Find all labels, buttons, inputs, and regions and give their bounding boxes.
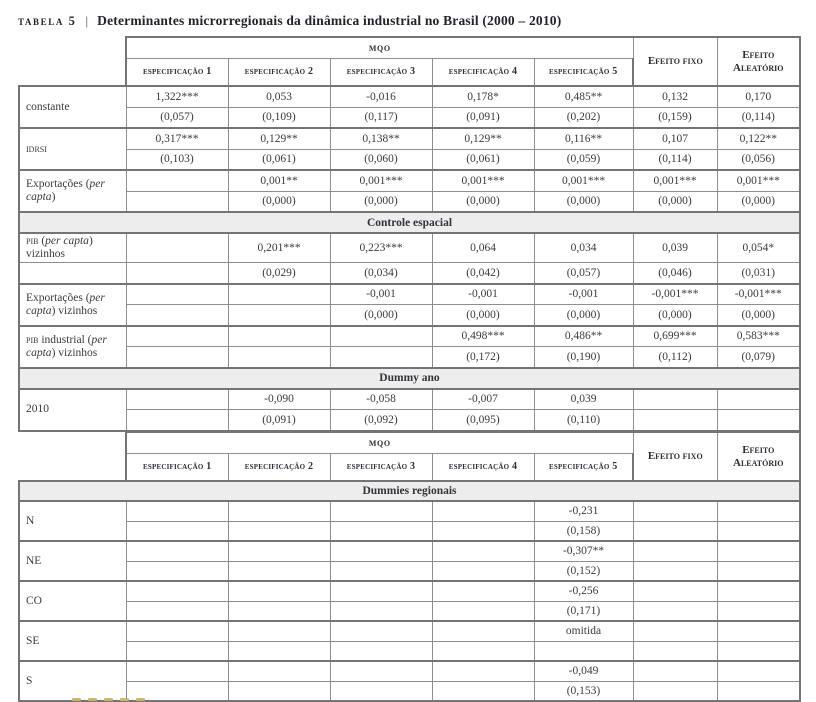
label-text: ( <box>38 235 46 247</box>
empty-cell <box>330 561 432 581</box>
header-spec-5: especificação 5 <box>534 58 633 86</box>
cell: -0,256 <box>534 581 633 601</box>
cell: 0,054* <box>717 233 800 263</box>
empty-cell <box>126 389 228 410</box>
row-CO-se <box>19 601 800 621</box>
cell: 0,001** <box>228 170 330 191</box>
header-spec-1: especificação 1 <box>126 58 228 86</box>
cell: (0,152) <box>534 561 633 581</box>
label-text: Exportações ( <box>26 178 90 190</box>
label-text: CO <box>26 594 42 607</box>
cell: 0,034 <box>534 233 633 263</box>
row-exportacoes-vizinhos-se <box>19 305 800 326</box>
cell: (0,000) <box>432 191 534 212</box>
cell: (0,092) <box>330 410 432 431</box>
header-mqo: mqo <box>126 37 633 58</box>
empty-cell <box>228 305 330 326</box>
cell: 1,322*** <box>126 86 228 107</box>
header-spec-2: especificação 2 <box>228 58 330 86</box>
section-row-controle-espacial <box>19 212 800 233</box>
empty-cell <box>126 541 228 561</box>
empty-cell <box>126 410 228 431</box>
empty-cell <box>633 661 717 681</box>
empty-cell <box>432 661 534 681</box>
empty-cell <box>228 561 330 581</box>
cell: 0,039 <box>633 233 717 263</box>
cell: 0,583*** <box>717 326 800 347</box>
empty-cell <box>330 681 432 701</box>
cell: 0,201*** <box>228 233 330 263</box>
row-NE-se <box>19 561 800 581</box>
cell: (0,095) <box>432 410 534 431</box>
cell: (0,110) <box>534 410 633 431</box>
empty-cell <box>126 661 228 681</box>
cell: 0,001*** <box>432 170 534 191</box>
cell: (0,042) <box>432 263 534 284</box>
label-text: S <box>26 674 33 687</box>
empty-cell <box>717 621 800 641</box>
empty-cell <box>717 521 800 541</box>
empty-cell <box>228 347 330 368</box>
label-text: constante <box>26 100 70 113</box>
row-NE-est <box>19 541 800 561</box>
label-smallcaps: pib <box>26 333 39 346</box>
cell: 0,064 <box>432 233 534 263</box>
cell: 0,486** <box>534 326 633 347</box>
label-text: ) vizinhos <box>26 235 93 260</box>
empty-cell <box>330 541 432 561</box>
cell: (0,109) <box>228 107 330 128</box>
cell: omitida <box>534 621 633 641</box>
label-text: industrial ( <box>38 333 92 346</box>
empty-cell <box>330 661 432 681</box>
cell: (0,202) <box>534 107 633 128</box>
cell: (0,056) <box>717 149 800 170</box>
label-italic: per capta <box>45 235 89 247</box>
cell: -0,007 <box>432 389 534 410</box>
table-regression-regional <box>18 431 801 702</box>
empty-cell <box>228 681 330 701</box>
row-label-pib-industrial-vizinhos <box>19 326 126 368</box>
label-text: Exportações ( <box>26 291 90 304</box>
header-row-mqo-2 <box>19 432 800 453</box>
empty-cell <box>228 661 330 681</box>
cell: 0,699*** <box>633 326 717 347</box>
row-N-se <box>19 521 800 541</box>
title-separator: | <box>85 13 89 28</box>
empty-cell <box>126 501 228 521</box>
empty-cell <box>126 233 228 263</box>
cell: 0,170 <box>717 86 800 107</box>
empty-cell <box>126 521 228 541</box>
header-spec-2: especificação 2 <box>228 453 330 481</box>
cell: (0,000) <box>717 305 800 326</box>
label-italic: per capta <box>26 178 105 203</box>
label-text: ) vizinhos <box>51 346 98 359</box>
cell: (0,091) <box>228 410 330 431</box>
cell: 0,138** <box>330 128 432 149</box>
row-SE-se <box>19 641 800 661</box>
cell: (0,103) <box>126 149 228 170</box>
empty-cell <box>228 621 330 641</box>
table-regression-main <box>18 36 801 432</box>
cell: (0,000) <box>717 191 800 212</box>
cell: 0,485** <box>534 86 633 107</box>
label-text: 2010 <box>26 403 49 415</box>
cell: -0,231 <box>534 501 633 521</box>
cell: 0,039 <box>534 389 633 410</box>
cell: 0,129** <box>432 128 534 149</box>
row-N-est <box>19 501 800 521</box>
row-label-CO <box>19 581 126 621</box>
section-row-dummy-ano <box>19 368 800 389</box>
empty-cell <box>432 581 534 601</box>
label-text: SE <box>26 634 40 647</box>
header-spec-4: especificação 4 <box>432 453 534 481</box>
empty-cell <box>717 681 800 701</box>
cell: (0,061) <box>432 149 534 170</box>
header-row-mqo <box>19 37 800 58</box>
row-exportacoes-se <box>19 191 800 212</box>
section-row-dummies-regionais <box>19 481 800 501</box>
empty-cell <box>633 501 717 521</box>
empty-cell <box>432 501 534 521</box>
row-pib-vizinhos-se <box>19 263 800 284</box>
fragment-mark <box>104 698 113 701</box>
cell: -0,307** <box>534 541 633 561</box>
cell: 0,317*** <box>126 128 228 149</box>
empty-cell <box>633 410 717 431</box>
row-label-SE <box>19 621 126 661</box>
cell: (0,000) <box>330 305 432 326</box>
cell: (0,172) <box>432 347 534 368</box>
header-efeito-aleatorio: Efeito Aleatório <box>717 432 800 481</box>
cell: (0,114) <box>633 149 717 170</box>
empty-cell <box>330 601 432 621</box>
label-italic: per capta <box>26 333 107 359</box>
table-number-tag: tabela 5 <box>18 14 77 28</box>
cell: 0,498*** <box>432 326 534 347</box>
row-label-NE <box>19 541 126 581</box>
header-spec-1: especificação 1 <box>126 453 228 481</box>
empty-cell <box>126 347 228 368</box>
row-idrsi-est <box>19 128 800 149</box>
title-text: Determinantes microrregionais da dinâmica industrial no Brasil (2000 – 2010) <box>97 13 562 28</box>
empty-cell <box>432 601 534 621</box>
cell: (0,046) <box>633 263 717 284</box>
cell: 0,107 <box>633 128 717 149</box>
page-title <box>18 13 561 29</box>
cell: 0,129** <box>228 128 330 149</box>
fragment-mark <box>136 698 145 701</box>
cell: -0,001 <box>534 284 633 305</box>
row-pib-industrial-vizinhos-se <box>19 347 800 368</box>
cell: 0,178* <box>432 86 534 107</box>
cell: (0,079) <box>717 347 800 368</box>
cell: (0,153) <box>534 681 633 701</box>
empty-cell <box>432 521 534 541</box>
cell: 0,053 <box>228 86 330 107</box>
label-smallcaps: pib <box>26 235 39 247</box>
header-efeito-fixo: Efeito fixo <box>633 37 717 86</box>
header-spec-5: especificação 5 <box>534 453 633 481</box>
cell: -0,058 <box>330 389 432 410</box>
row-label-pib-vizinhos <box>19 233 126 263</box>
cell: -0,049 <box>534 661 633 681</box>
fragment-mark <box>120 698 129 701</box>
cell: (0,091) <box>432 107 534 128</box>
label-text: N <box>26 514 35 527</box>
cell: -0,001*** <box>633 284 717 305</box>
section-header-dummies-regionais: Dummies regionais <box>19 481 800 501</box>
empty-cell <box>330 347 432 368</box>
row-idrsi-se <box>19 149 800 170</box>
header-spec-3: especificação 3 <box>330 58 432 86</box>
cell: (0,000) <box>432 305 534 326</box>
section-header-dummy-ano: Dummy ano <box>19 368 800 389</box>
cell: 0,223*** <box>330 233 432 263</box>
empty-label-cell <box>19 263 126 284</box>
empty-cell <box>330 581 432 601</box>
cell: (0,000) <box>330 191 432 212</box>
header-spec-4: especificação 4 <box>432 58 534 86</box>
empty-cell <box>126 263 228 284</box>
empty-cell <box>633 561 717 581</box>
row-label-exportacoes-vizinhos <box>19 284 126 326</box>
empty-cell <box>126 641 228 661</box>
empty-cell <box>126 601 228 621</box>
row-constante-se <box>19 107 800 128</box>
fragment-mark <box>88 698 97 701</box>
row-2010-est <box>19 389 800 410</box>
empty-cell <box>432 541 534 561</box>
cell: (0,000) <box>633 305 717 326</box>
cell: (0,061) <box>228 149 330 170</box>
header-spec-3: especificação 3 <box>330 453 432 481</box>
empty-cell <box>534 641 633 661</box>
empty-cell <box>717 661 800 681</box>
cell: 0,132 <box>633 86 717 107</box>
empty-cell <box>633 601 717 621</box>
row-label-S <box>19 661 126 701</box>
empty-cell <box>126 326 228 347</box>
cell: 0,001*** <box>717 170 800 191</box>
cell: (0,171) <box>534 601 633 621</box>
empty-cell <box>432 561 534 581</box>
empty-cell <box>126 581 228 601</box>
empty-cell <box>228 521 330 541</box>
cell: (0,000) <box>534 191 633 212</box>
cell: 0,001*** <box>534 170 633 191</box>
empty-cell <box>633 581 717 601</box>
header-spacer <box>19 37 126 86</box>
empty-cell <box>717 541 800 561</box>
empty-cell <box>717 561 800 581</box>
row-label-exportacoes <box>19 170 126 212</box>
row-exportacoes-est <box>19 170 800 191</box>
empty-cell <box>228 601 330 621</box>
cell: (0,158) <box>534 521 633 541</box>
empty-cell <box>633 541 717 561</box>
empty-cell <box>126 621 228 641</box>
cell: (0,112) <box>633 347 717 368</box>
cell: (0,034) <box>330 263 432 284</box>
cell: (0,190) <box>534 347 633 368</box>
empty-cell <box>228 581 330 601</box>
row-CO-est <box>19 581 800 601</box>
cell: -0,001 <box>330 284 432 305</box>
cell: -0,016 <box>330 86 432 107</box>
row-label-idrsi <box>19 128 126 170</box>
empty-cell <box>633 621 717 641</box>
empty-cell <box>432 681 534 701</box>
row-constante-est <box>19 86 800 107</box>
empty-cell <box>717 410 800 431</box>
cell: -0,001 <box>432 284 534 305</box>
row-label-2010 <box>19 389 126 431</box>
empty-cell <box>228 501 330 521</box>
cell: (0,029) <box>228 263 330 284</box>
empty-cell <box>330 501 432 521</box>
empty-cell <box>633 681 717 701</box>
cell: 0,122** <box>717 128 800 149</box>
label-text: ) <box>51 191 56 203</box>
row-SE-est <box>19 621 800 641</box>
empty-cell <box>126 305 228 326</box>
empty-cell <box>717 601 800 621</box>
empty-cell <box>717 389 800 410</box>
cell: (0,057) <box>126 107 228 128</box>
cell: 0,001*** <box>330 170 432 191</box>
empty-cell <box>330 521 432 541</box>
empty-cell <box>330 326 432 347</box>
cell: (0,114) <box>717 107 800 128</box>
cell: (0,159) <box>633 107 717 128</box>
cell: (0,060) <box>330 149 432 170</box>
clipped-footnote-fragment <box>72 698 145 701</box>
row-pib-industrial-vizinhos-est <box>19 326 800 347</box>
row-2010-se <box>19 410 800 431</box>
label-text: idrsi <box>26 142 47 155</box>
section-header-controle-espacial: Controle espacial <box>19 212 800 233</box>
empty-cell <box>228 541 330 561</box>
empty-cell <box>717 641 800 661</box>
empty-cell <box>126 191 228 212</box>
label-text: NE <box>26 554 42 567</box>
empty-cell <box>432 641 534 661</box>
row-exportacoes-vizinhos-est <box>19 284 800 305</box>
row-pib-vizinhos-est <box>19 233 800 263</box>
cell: (0,000) <box>534 305 633 326</box>
cell: (0,117) <box>330 107 432 128</box>
header-efeito-fixo: Efeito fixo <box>633 432 717 481</box>
empty-cell <box>330 621 432 641</box>
cell: (0,031) <box>717 263 800 284</box>
header-efeito-aleatorio: Efeito Aleatório <box>717 37 800 86</box>
row-label-N <box>19 501 126 541</box>
empty-cell <box>330 641 432 661</box>
empty-cell <box>126 561 228 581</box>
row-label-constante <box>19 86 126 128</box>
empty-cell <box>633 641 717 661</box>
empty-cell <box>633 389 717 410</box>
header-spacer <box>19 432 126 481</box>
empty-cell <box>126 170 228 191</box>
cell: 0,116** <box>534 128 633 149</box>
cell: 0,001*** <box>633 170 717 191</box>
header-mqo: mqo <box>126 432 633 453</box>
cell: -0,001*** <box>717 284 800 305</box>
cell: (0,059) <box>534 149 633 170</box>
empty-cell <box>633 521 717 541</box>
fragment-mark <box>72 698 81 701</box>
empty-cell <box>228 284 330 305</box>
empty-cell <box>717 581 800 601</box>
empty-cell <box>432 621 534 641</box>
empty-cell <box>228 641 330 661</box>
empty-cell <box>228 326 330 347</box>
cell: (0,057) <box>534 263 633 284</box>
cell: (0,000) <box>633 191 717 212</box>
empty-cell <box>126 284 228 305</box>
cell: (0,000) <box>228 191 330 212</box>
label-text: ) vizinhos <box>51 304 98 317</box>
empty-cell <box>717 501 800 521</box>
row-S-est <box>19 661 800 681</box>
label-italic: per capta <box>26 291 105 317</box>
cell: -0,090 <box>228 389 330 410</box>
